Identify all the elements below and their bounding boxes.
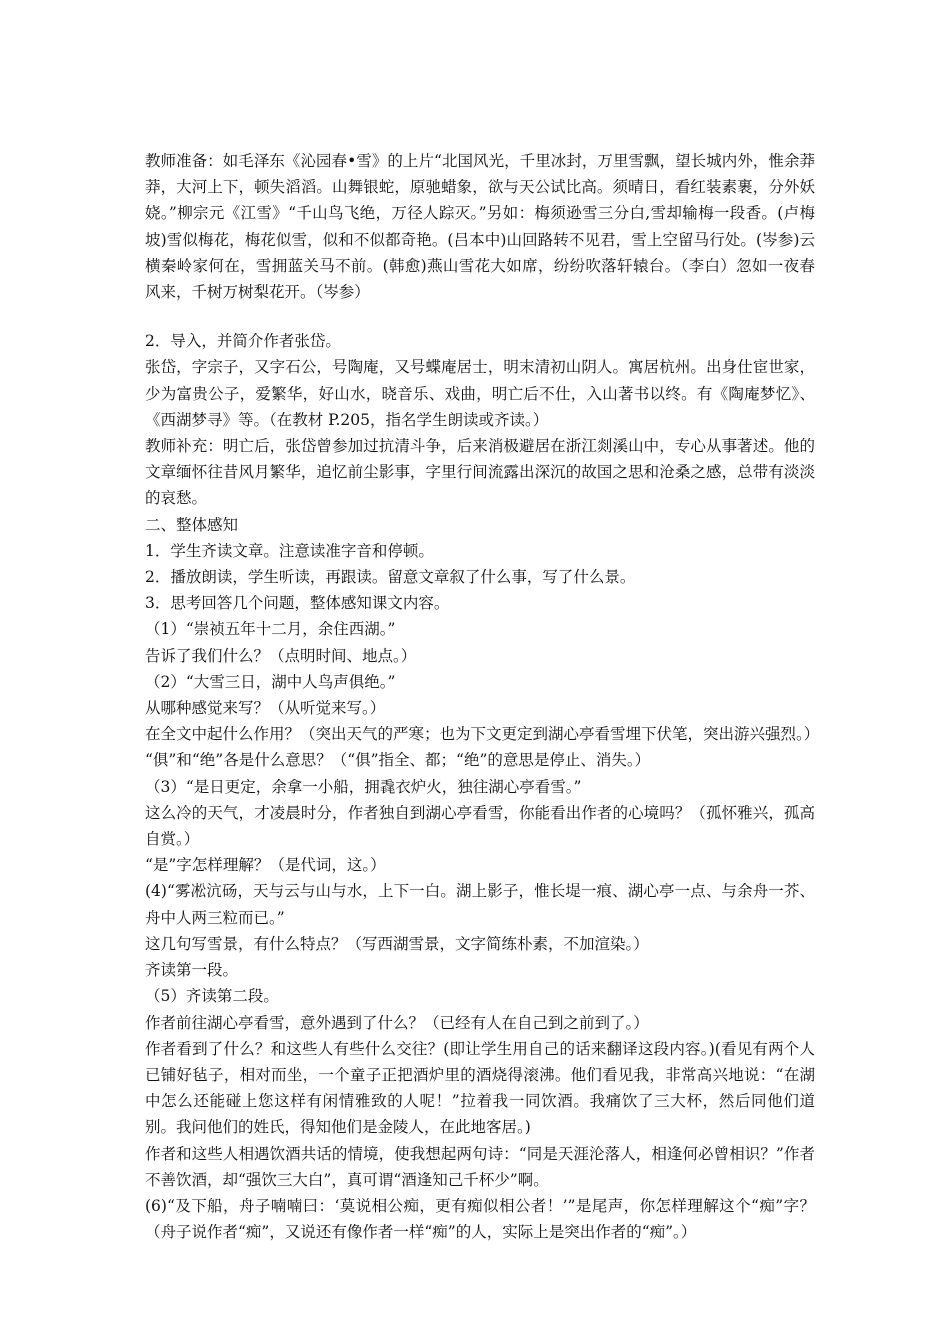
paragraph-teacher-prep: 教师准备：如毛泽东《沁园春•雪》的上片“北国风光，千里冰封，万里雪飘，望长城内外，惟余莽莽，大河上下，顿失滔滔。山舞银蛇，原驰蜡象，欲与天公试比高。须晴日，看红装素裹，分外妖娆。”柳宗元《江雪》“千山鸟飞绝，万径人踪灭。”另如：梅须逊雪三分白,雪却输梅一段香。(卢梅坡)雪似梅花，梅花似雪，似和不似都奇艳。(吕本中)山回路转不见君，雪上空留马行处。(岑参)云横秦岭家何在，雪拥蓝关马不前。(韩愈)燕山雪花大如席，纷纷吹落轩辕台。（李白）忽如一夜春风来，千树万树梨花开。（岑参） [145, 152, 815, 302]
document-body [145, 148, 820, 1245]
question-text: 在全文中起什么作用？（突出天气的严寒；也为下文更定到湖心亭看雪埋下伏笔，突出游兴强烈。） [145, 725, 820, 744]
question-quote: （1）“崇祯五年十二月，余住西湖。” [145, 620, 396, 639]
question-quote: （2）“大雪三日，湖中人鸟声俱绝。” [145, 672, 396, 691]
list-item: 2．播放朗读，学生听读，再跟读。留意文章叙了什么事，写了什么景。 [145, 568, 636, 587]
paragraph-teacher-supplement: 教师补充：明亡后，张岱曾参加过抗清斗争，后来消极避居在浙江剡溪山中，专心从事著述。他的文章缅怀往昔风月繁华，追忆前尘影事，字里行间流露出深沉的故国之思和沧桑之感，总带有淡淡的哀愁。 [145, 437, 815, 508]
instruction-text: 齐读第一段。 [145, 961, 239, 980]
question-quote: （3）“是日更定，余拿一小船，拥毳衣炉火，独往湖心亭看雪。” [145, 777, 582, 796]
paragraph-intro-heading: 2．导入，并简介作者张岱。 [145, 332, 341, 351]
question-text: “俱”和“绝”各是什么意思？（“俱”指全、都；“绝”的意思是停止、消失。） [145, 751, 651, 770]
question-quote: (4)“雾凇沆砀，天与云与山与水，上下一白。湖上影子，惟长堤一痕、湖心亭一点、与余舟一芥、舟中人两三粒而已。” [145, 882, 815, 927]
instruction-text: （5）齐读第二段。 [145, 987, 279, 1006]
question-text: (6)“及下船，舟子喃喃曰：‘莫说相公痴，更有痴似相公者！’”是尾声，你怎样理解这个“痴”字？（舟子说作者“痴”，又说还有像作者一样“痴”的人，实际上是突出作者的“痴”。） [145, 1196, 815, 1242]
question-text: 从哪种感觉来写？（从听觉来写。） [145, 699, 386, 718]
commentary-text: 作者和这些人相遇饮酒共话的情境，使我想起两句诗：“同是天涯沦落人，相逢何必曾相识？”作者不善饮酒，却“强饮三大白”，真可谓“酒逢知己千杯少”啊。 [145, 1144, 815, 1189]
question-text: 这么冷的天气，才凌晨时分，作者独自到湖心亭看雪，你能看出作者的心境吗？（孤怀雅兴，孤高自赏。） [145, 803, 815, 849]
list-item: 1．学生齐读文章。注意读准字音和停顿。 [145, 541, 434, 560]
question-text: 这几句写雪景，有什么特点？（写西湖雪景，文字简练朴素，不加渲染。） [145, 934, 649, 953]
section-heading-overview: 二、整体感知 [145, 515, 239, 534]
list-item: 3．思考回答几个问题，整体感知课文内容。 [145, 594, 450, 613]
paragraph-author-bio: 张岱，字宗子，又字石公，号陶庵，又号蝶庵居士，明末清初山阴人。寓居杭州。出身仕宦世家，少为富贵公子，爱繁华，好山水，晓音乐、戏曲，明亡后不仕，入山著书以终。有《陶庵梦忆》、《西湖梦寻》等。（在教材 P.205，指名学生朗读或齐读。） [145, 358, 815, 429]
question-text: 告诉了我们什么？（点明时间、地点。） [145, 646, 417, 665]
question-text: 作者前往湖心亭看雪，意外遇到了什么？（已经有人在自己到之前到了。） [145, 1013, 649, 1032]
question-text: 作者看到了什么？和这些人有些什么交往？(即让学生用自己的话来翻译这段内容。)(看见有两个人已铺好毡子，相对而坐，一个童子正把酒炉里的酒烧得滚沸。他们看见我，非常高兴地说：“在湖中怎么还能碰上您这样有闲情雅致的人呢！”拉着我一同饮酒。我痛饮了三大杯，然后同他们道别。我问他们的姓氏，得知他们是金陵人，在此地客居。) [145, 1039, 815, 1137]
question-text: “是”字怎样理解？（是代词，这。） [145, 856, 386, 875]
